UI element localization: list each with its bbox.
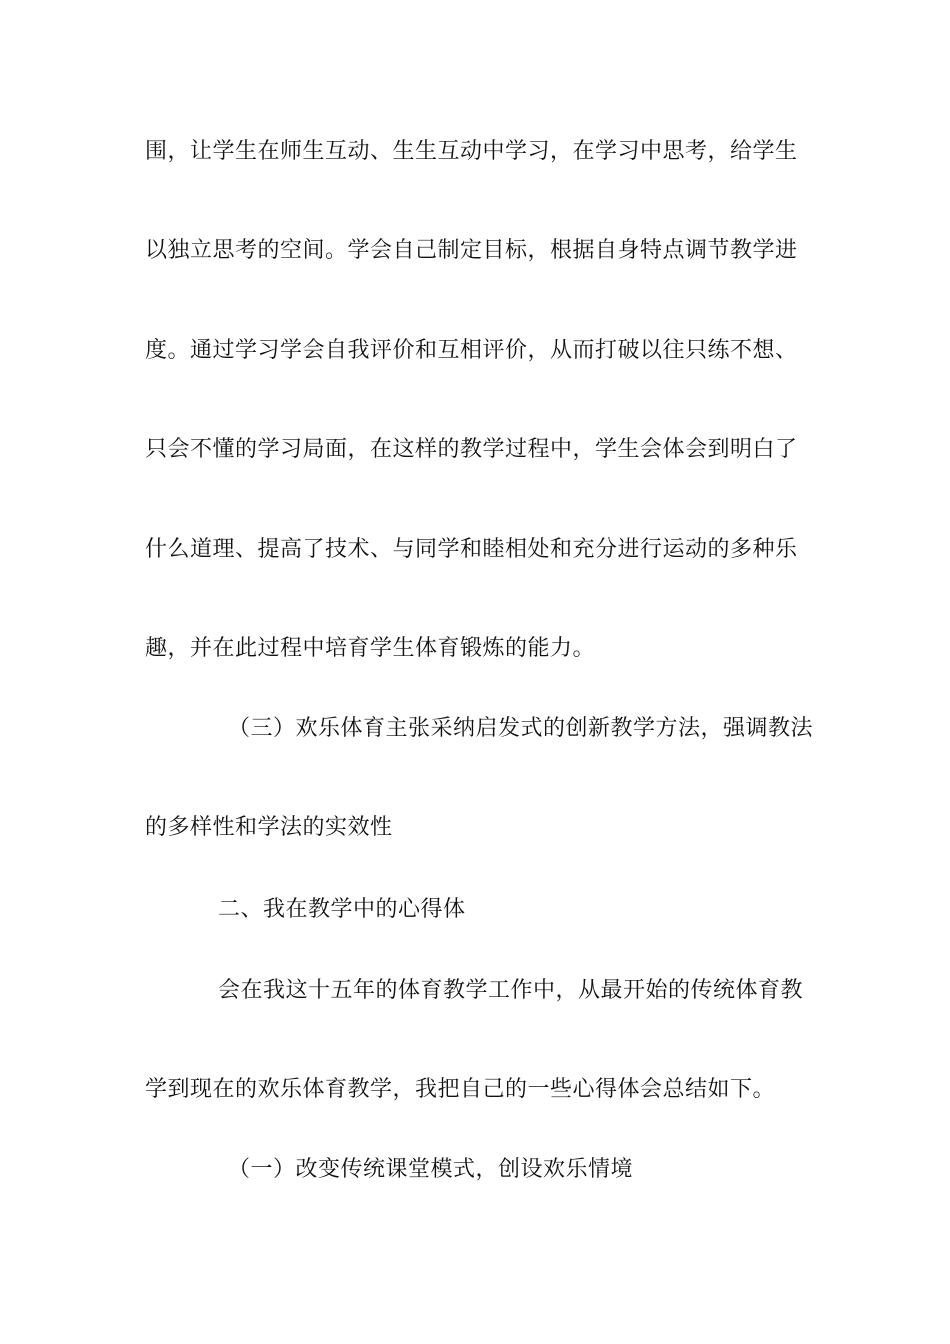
paragraph-line: 什么道理、提高了技术、与同学和睦相处和充分进行运动的多种乐: [145, 537, 798, 562]
paragraph-line: 度。通过学习学会自我评价和互相评价，从而打破以往只练不想、: [145, 338, 798, 363]
section-heading-2: 二、我在教学中的心得体: [218, 897, 466, 922]
paragraph-line: 的多样性和学法的实效性: [145, 815, 393, 840]
paragraph-line: 只会不懂的学习局面，在这样的教学过程中，学生会体会到明白了: [145, 437, 798, 462]
paragraph-line: 学到现在的欢乐体育教学，我把自己的一些心得体会总结如下。: [145, 1077, 776, 1102]
paragraph-line: 趣，并在此过程中培育学生体育锻炼的能力。: [145, 636, 596, 661]
paragraph-line: 围，让学生在师生互动、生生互动中学习，在学习中思考，给学生: [145, 139, 798, 164]
section-heading-3: （三）欢乐体育主张采纳启发式的创新教学方法，强调教法: [228, 716, 814, 741]
paragraph-line: 以独立思考的空间。学会自己制定目标，根据自身特点调节教学进: [145, 238, 798, 263]
paragraph-line: 会在我这十五年的体育教学工作中，从最开始的传统体育教: [218, 978, 804, 1003]
section-heading-1: （一）改变传统课堂模式，创设欢乐情境: [228, 1157, 634, 1182]
